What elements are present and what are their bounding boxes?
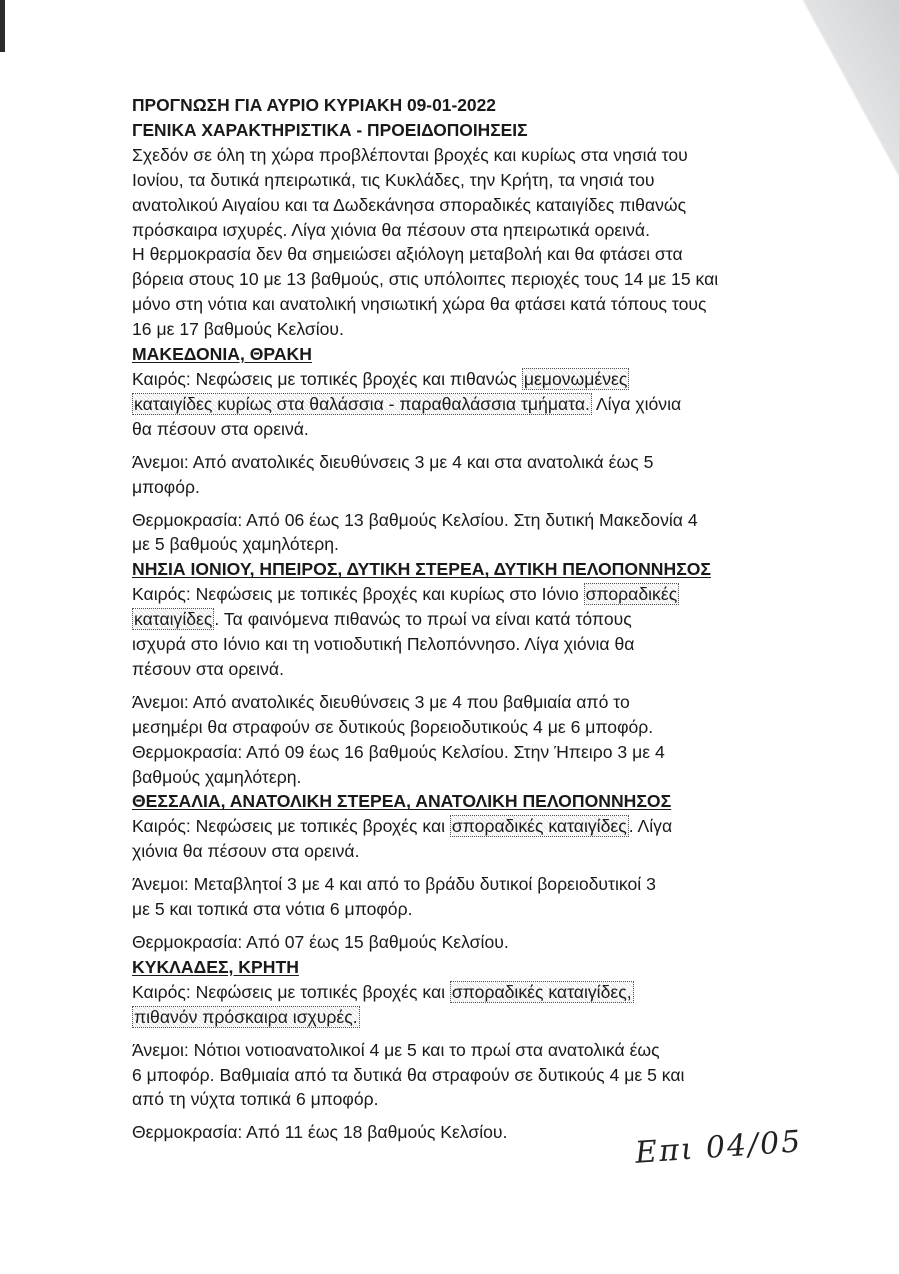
- text-span: Καιρός: Νεφώσεις με τοπικές βροχές και κυρίως στο Ιόνιο: [132, 584, 584, 605]
- text-line: θα πέσουν στα ορεινά.: [132, 418, 309, 439]
- handwritten-note: Επι 04/05: [633, 1124, 804, 1171]
- text-line: [132, 980, 792, 1005]
- general-forecast-text: [132, 143, 792, 342]
- text-line: πέσουν στα ορεινά.: [132, 658, 284, 679]
- highlighted-warning: σποραδικές καταιγίδες,: [451, 981, 632, 1002]
- text-line: μεσημέρι θα στραφούν σε δυτικούς βορειοδυτικούς 4 με 6 μποφόρ.: [132, 716, 654, 737]
- text-line: βόρεια στους 10 με 13 βαθμούς, στις υπόλοιπες περιοχές τους 14 με 15 και: [132, 269, 719, 290]
- forecast-document: [132, 93, 792, 1145]
- scan-page-corner: [780, 0, 900, 220]
- document-title: ΠΡΟΓΝΩΣΗ ΓΙΑ ΑΥΡΙΟ ΚΥΡΙΑΚΗ 09-01-2022: [132, 95, 496, 115]
- text-line: ανατολικού Αιγαίου και τα Δωδεκάνησα σποραδικές καταιγίδες πιθανώς: [132, 194, 687, 215]
- text-line: πρόσκαιρα ισχυρές. Λίγα χιόνια θα πέσουν στα ηπειρωτικά ορεινά.: [132, 219, 650, 240]
- text-line: [132, 814, 792, 839]
- section-heading-thessaly: ΘΕΣΣΑΛΙΑ, ΑΝΑΤΟΛΙΚΗ ΣΤΕΡΕΑ, ΑΝΑΤΟΛΙΚΗ ΠΕΛΟΠΟΝΝΗΣΟΣ: [132, 791, 672, 812]
- text-line: [132, 1005, 792, 1030]
- text-line: 16 με 17 βαθμούς Κελσίου.: [132, 319, 344, 340]
- text-line: από τη νύχτα τοπικά 6 μποφόρ.: [132, 1089, 379, 1110]
- section-heading-cyclades: ΚΥΚΛΑΔΕΣ, ΚΡΗΤΗ: [132, 956, 299, 977]
- document-subtitle: ΓΕΝΙΚΑ ΧΑΡΑΚΤΗΡΙΣΤΙΚΑ - ΠΡΟΕΙΔΟΠΟΙΗΣΕΙΣ: [132, 119, 528, 140]
- text-line: Άνεμοι: Μεταβλητοί 3 με 4 και από το βράδυ δυτικοί βορειοδυτικοί 3: [132, 874, 656, 895]
- highlighted-warning: μεμονωμένες: [523, 368, 628, 389]
- text-line: Άνεμοι: Από ανατολικές διευθύνσεις 3 με 4 και στα ανατολικά έως 5: [132, 451, 654, 472]
- text-line: Άνεμοι: Νότιοι νοτιοανατολικοί 4 με 5 και το πρωί στα ανατολικά έως: [132, 1039, 660, 1060]
- text-line: [132, 367, 792, 392]
- text-line: Ιονίου, τα δυτικά ηπειρωτικά, τις Κυκλάδες, την Κρήτη, τα νησιά του: [132, 169, 655, 190]
- highlighted-warning: πιθανόν πρόσκαιρα ισχυρές.: [134, 1006, 358, 1027]
- text-line: Θερμοκρασία: Από 07 έως 15 βαθμούς Κελσίου.: [132, 932, 509, 952]
- text-line: μποφόρ.: [132, 476, 200, 497]
- text-line: Η θερμοκρασία δεν θα σημειώσει αξιόλογη μεταβολή και θα φτάσει στα: [132, 244, 683, 265]
- text-line: με 5 βαθμούς χαμηλότερη.: [132, 534, 339, 555]
- text-line: χιόνια θα πέσουν στα ορεινά.: [132, 841, 360, 862]
- text-line: [132, 582, 792, 607]
- section-heading-ionian: ΝΗΣΙΑ ΙΟΝΙΟΥ, ΗΠΕΙΡΟΣ, ΔΥΤΙΚΗ ΣΤΕΡΕΑ, ΔΥΤΙΚΗ ΠΕΛΟΠΟΝΝΗΣΟΣ: [132, 559, 711, 580]
- text-span: Καιρός: Νεφώσεις με τοπικές βροχές και: [132, 816, 450, 837]
- text-line: βαθμούς χαμηλότερη.: [132, 766, 302, 787]
- highlighted-warning: καταιγίδες κυρίως στα θαλάσσια - παραθαλάσσια τμήματα.: [134, 393, 590, 414]
- scan-edge: [0, 0, 5, 52]
- text-line: ισχυρά στο Ιόνιο και τη νοτιοδυτική Πελοπόννησο. Λίγα χιόνια θα: [132, 634, 635, 655]
- text-line: Θερμοκρασία: Από 06 έως 13 βαθμούς Κελσίου. Στη δυτική Μακεδονία 4: [132, 509, 698, 530]
- text-span: . Λίγα: [628, 816, 673, 837]
- text-span: Καιρός: Νεφώσεις με τοπικές βροχές και: [132, 981, 450, 1002]
- text-line: Άνεμοι: Από ανατολικές διευθύνσεις 3 με 4 που βαθμιαία από το: [132, 691, 630, 712]
- text-line: με 5 και τοπικά στα νότια 6 μποφόρ.: [132, 899, 413, 920]
- text-line: [132, 392, 792, 417]
- text-line: [132, 607, 792, 632]
- highlighted-warning: σποραδικές καταιγίδες: [451, 816, 627, 837]
- text-line: 6 μποφόρ. Βαθμιαία από τα δυτικά θα στραφούν σε δυτικούς 4 με 5 και: [132, 1064, 685, 1085]
- text-line: Θερμοκρασία: Από 11 έως 18 βαθμούς Κελσίου.: [132, 1122, 508, 1143]
- highlighted-warning: καταιγίδες: [134, 609, 213, 630]
- section-heading-macedonia: ΜΑΚΕΔΟΝΙΑ, ΘΡΑΚΗ: [132, 344, 312, 365]
- text-line: Θερμοκρασία: Από 09 έως 16 βαθμούς Κελσίου. Στην Ήπειρο 3 με 4: [132, 741, 665, 762]
- text-line: μόνο στη νότια και ανατολική νησιωτική χώρα θα φτάσει κατά τόπους τους: [132, 294, 707, 315]
- text-span: Λίγα χιόνια: [591, 393, 682, 414]
- text-span: . Τα φαινόμενα πιθανώς το πρωί να είναι κατά τόπους: [214, 609, 632, 630]
- highlighted-warning: σποραδικές: [585, 584, 678, 605]
- text-span: Καιρός: Νεφώσεις με τοπικές βροχές και πιθανώς: [132, 368, 522, 389]
- text-line: Σχεδόν σε όλη τη χώρα προβλέπονται βροχές και κυρίως στα νησιά του: [132, 144, 688, 165]
